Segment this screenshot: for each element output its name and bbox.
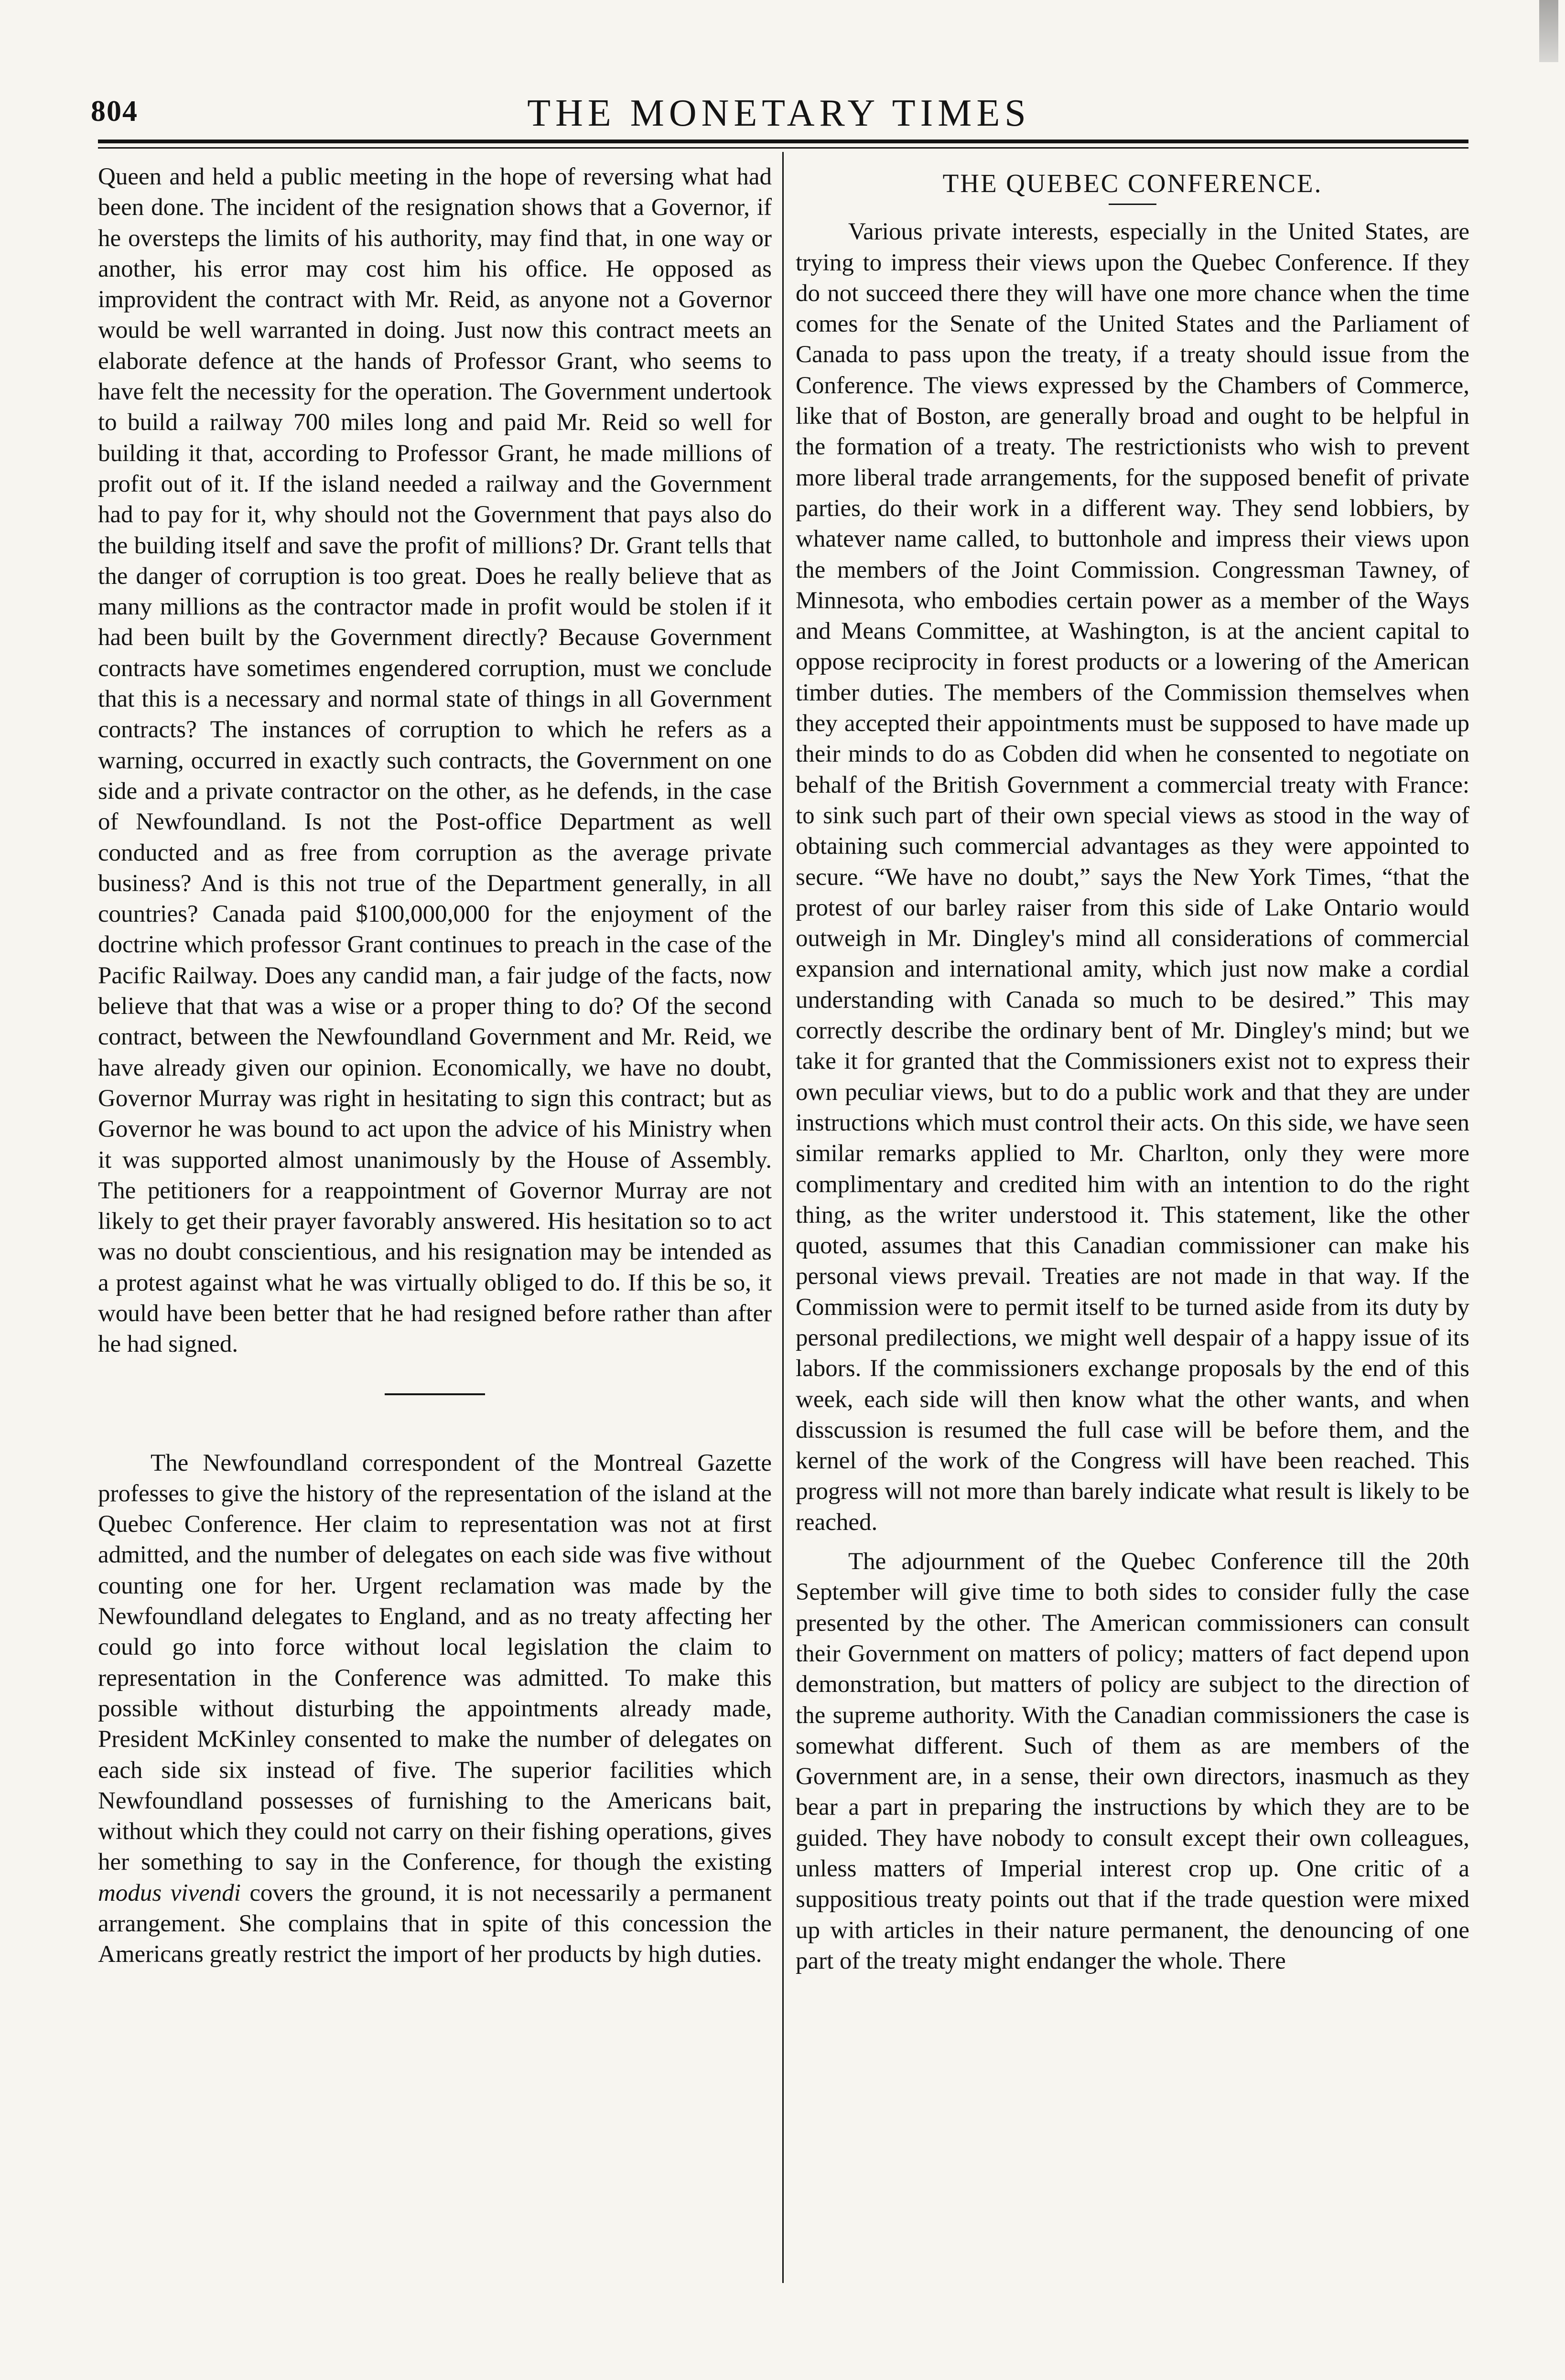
- article-title: THE QUEBEC CONFERENCE.: [942, 169, 1323, 198]
- newfoundland-text-1: The Newfoundland correspondent of the Montreal Gazette professes to give the history of the representation of the island at the Quebec Conference. Her claim to representation was not at first admitted, and the number of delegates on each side was five without counting one for her. Urgent reclamation was made by the Newfoundland delegates to England, and as no treaty affecting her could go into force without local legislation the claim to representation in the Conference was admitted. To make this possible without disturbing the appointments already made, President McKinley consented to make the number of delegates on each side six instead of five. The superior facilities which Newfoundland possesses of furnishing to the Americans bait, without which they could not carry on their fishing operations, gives her something to say in the Conference, for though the existing: [98, 1449, 772, 1876]
- right-column: [796, 162, 1469, 1976]
- page-header: [91, 72, 1467, 139]
- title-rule: [1109, 204, 1156, 205]
- column-divider: [782, 152, 784, 2283]
- governor-murray-paragraph: Queen and held a public meeting in the hope of reversing what had been done. The incident of the resignation shows that a Governor, if he oversteps the limits of his authority, may find that, in one way or another, his error may cost him his office. He opposed as improvident the contract with Mr. Reid, as anyone not a Governor would be well warranted in doing. Just now this contract meets an elaborate defence at the hands of Professor Grant, who seems to have felt the necessity for the operation. The Government undertook to build a railway 700 miles long and paid Mr. Reid so well for building it that, according to Professor Grant, he made millions of profit out of it. If the island needed a railway and the Government had to pay for it, why should not the Government that pays also do the building itself and save the profit of millions? Dr. Grant tells that the danger of corruption is too great. Does he really believe that as many millions as the contractor made in profit would be stolen if it had been built by the Government directly? Because Government contracts have sometimes engendered corruption, must we conclude that this is a necessary and normal state of things in all Government contracts? The instances of corruption to which he refers as a warning, occurred in exactly such contracts, the Government on one side and a private contractor on the other, as he defends, in the case of Newfoundland. Is not the Post-office Department as well conducted and as free from corruption as the average private business? And is this not true of the Department generally, in all countries? Canada paid $100,000,000 for the enjoyment of the doctrine which professor Grant continues to preach in the case of the Pacific Railway. Does any candid man, a fair judge of the facts, now believe that that was a wise or a proper thing to do? Of the second contract, between the Newfoundland Government and Mr. Reid, we have already given our opinion. Economically, we have no doubt, Governor Murray was right in hesitating to sign this contract; but as Governor he was bound to act upon the advice of his Ministry when it was supported almost unanimously by the House of Assembly. The petitioners for a reappointment of Governor Murray are not likely to get their prayer favorably answered. His hesitation so to act was no doubt conscientious, and his resignation may be intended as a protest against what he was virtually obliged to do. If this be so, it would have been better that he had resigned before rather than after he had signed.: [98, 163, 772, 1358]
- masthead-title: THE MONETARY TIMES: [527, 92, 1031, 134]
- scan-edge-mark: [1539, 0, 1558, 62]
- newfoundland-text-2: covers the ground, it is not necessarily a permanent arrangement. She complains that in spite of this concession the Americans greatly restrict the import of her products by high duties.: [98, 1879, 772, 1968]
- paragraph-gap: [796, 1538, 1469, 1546]
- modus-vivendi-phrase: modus vivendi: [98, 1879, 241, 1906]
- newfoundland-paragraph: [98, 1448, 772, 1970]
- header-rule-thick: [98, 140, 1468, 143]
- left-column: [98, 162, 772, 1970]
- quebec-paragraph-2: The adjournment of the Quebec Conference till the 20th September will give time to both sides to consider fully the case presented by the other. The American commissioners can consult their Government on matters of policy; matters of fact depend upon demonstration, but matters of policy are subject to the direction of the supreme authority. With the Canadian commissioners the case is somewhat different. Such of them as are members of the Government are, in a sense, their own directors, inasmuch as they bear a part in preparing the instructions by which they are to be guided. They have nobody to consult except their own colleagues, unless matters of Imperial interest crop up. One critic of a suppositious treaty points out that if the trade question were mixed up with articles in their nature permanent, the denouncing of one part of the treaty might endanger the whole. There: [796, 1548, 1469, 1974]
- section-separator: [385, 1393, 485, 1395]
- quebec-paragraph-1: Various private interests, especially in the United States, are trying to impress their views upon the Quebec Conference. If they do not succeed there they will have one more chance when the time comes for the Senate of the United States and the Parliament of Canada to pass upon the treaty, if a treaty should issue from the Conference. The views expressed by the Chambers of Commerce, like that of Boston, are generally broad and ought to be helpful in the formation of a treaty. The restrictionists who wish to prevent more liberal trade arrangements, for the supposed benefit of private parties, do their work in a different way. They send lobbiers, by whatever name called, to buttonhole and impress their views upon the members of the Joint Commission. Congressman Tawney, of Minnesota, who embodies certain power as a member of the Ways and Means Committee, at Washington, is at the ancient capital to oppose reciprocity in forest products or a lowering of the American timber duties. The members of the Commission themselves when they accepted their appointments must be supposed to have made up their minds to do as Cobden did when he consented to negotiate on behalf of the British Government a commercial treaty with France: to sink such part of their own special views as stood in the way of obtaining such commercial advantages as they were appointed to secure. “We have no doubt,” says the New York Times, “that the protest of our barley raiser from this side of Lake Ontario would outweigh in Mr. Dingley's mind all considerations of commercial expansion and international amity, which just now make a cordial understanding with Canada so much to be desired.” This may correctly describe the ordinary bent of Mr. Dingley's mind; but we take it for granted that the Commissioners exist not to express their own peculiar views, but to do a public work and that they are under instructions which must control their acts. On this side, we have seen similar remarks applied to Mr. Charlton, only they were more complimentary and credited him with an intention to do the right thing, as the writer understood it. This statement, like the other quoted, assumes that this Canadian commissioner can make his personal views prevail. Treaties are not made in that way. If the Commission were to permit itself to be turned aside from its duty by personal predilections, we might well despair of a happy issue of its labors. If the commissioners exchange proposals by the end of this week, each side will then know what the other wants, and when disscussion is resumed the full case will be before them, and the kernel of the work of the Congress will have been reached. This progress will not more than barely indicate what result is likely to be reached.: [796, 218, 1469, 1536]
- page-number: 804: [91, 95, 138, 128]
- header-rule-thin: [98, 147, 1468, 149]
